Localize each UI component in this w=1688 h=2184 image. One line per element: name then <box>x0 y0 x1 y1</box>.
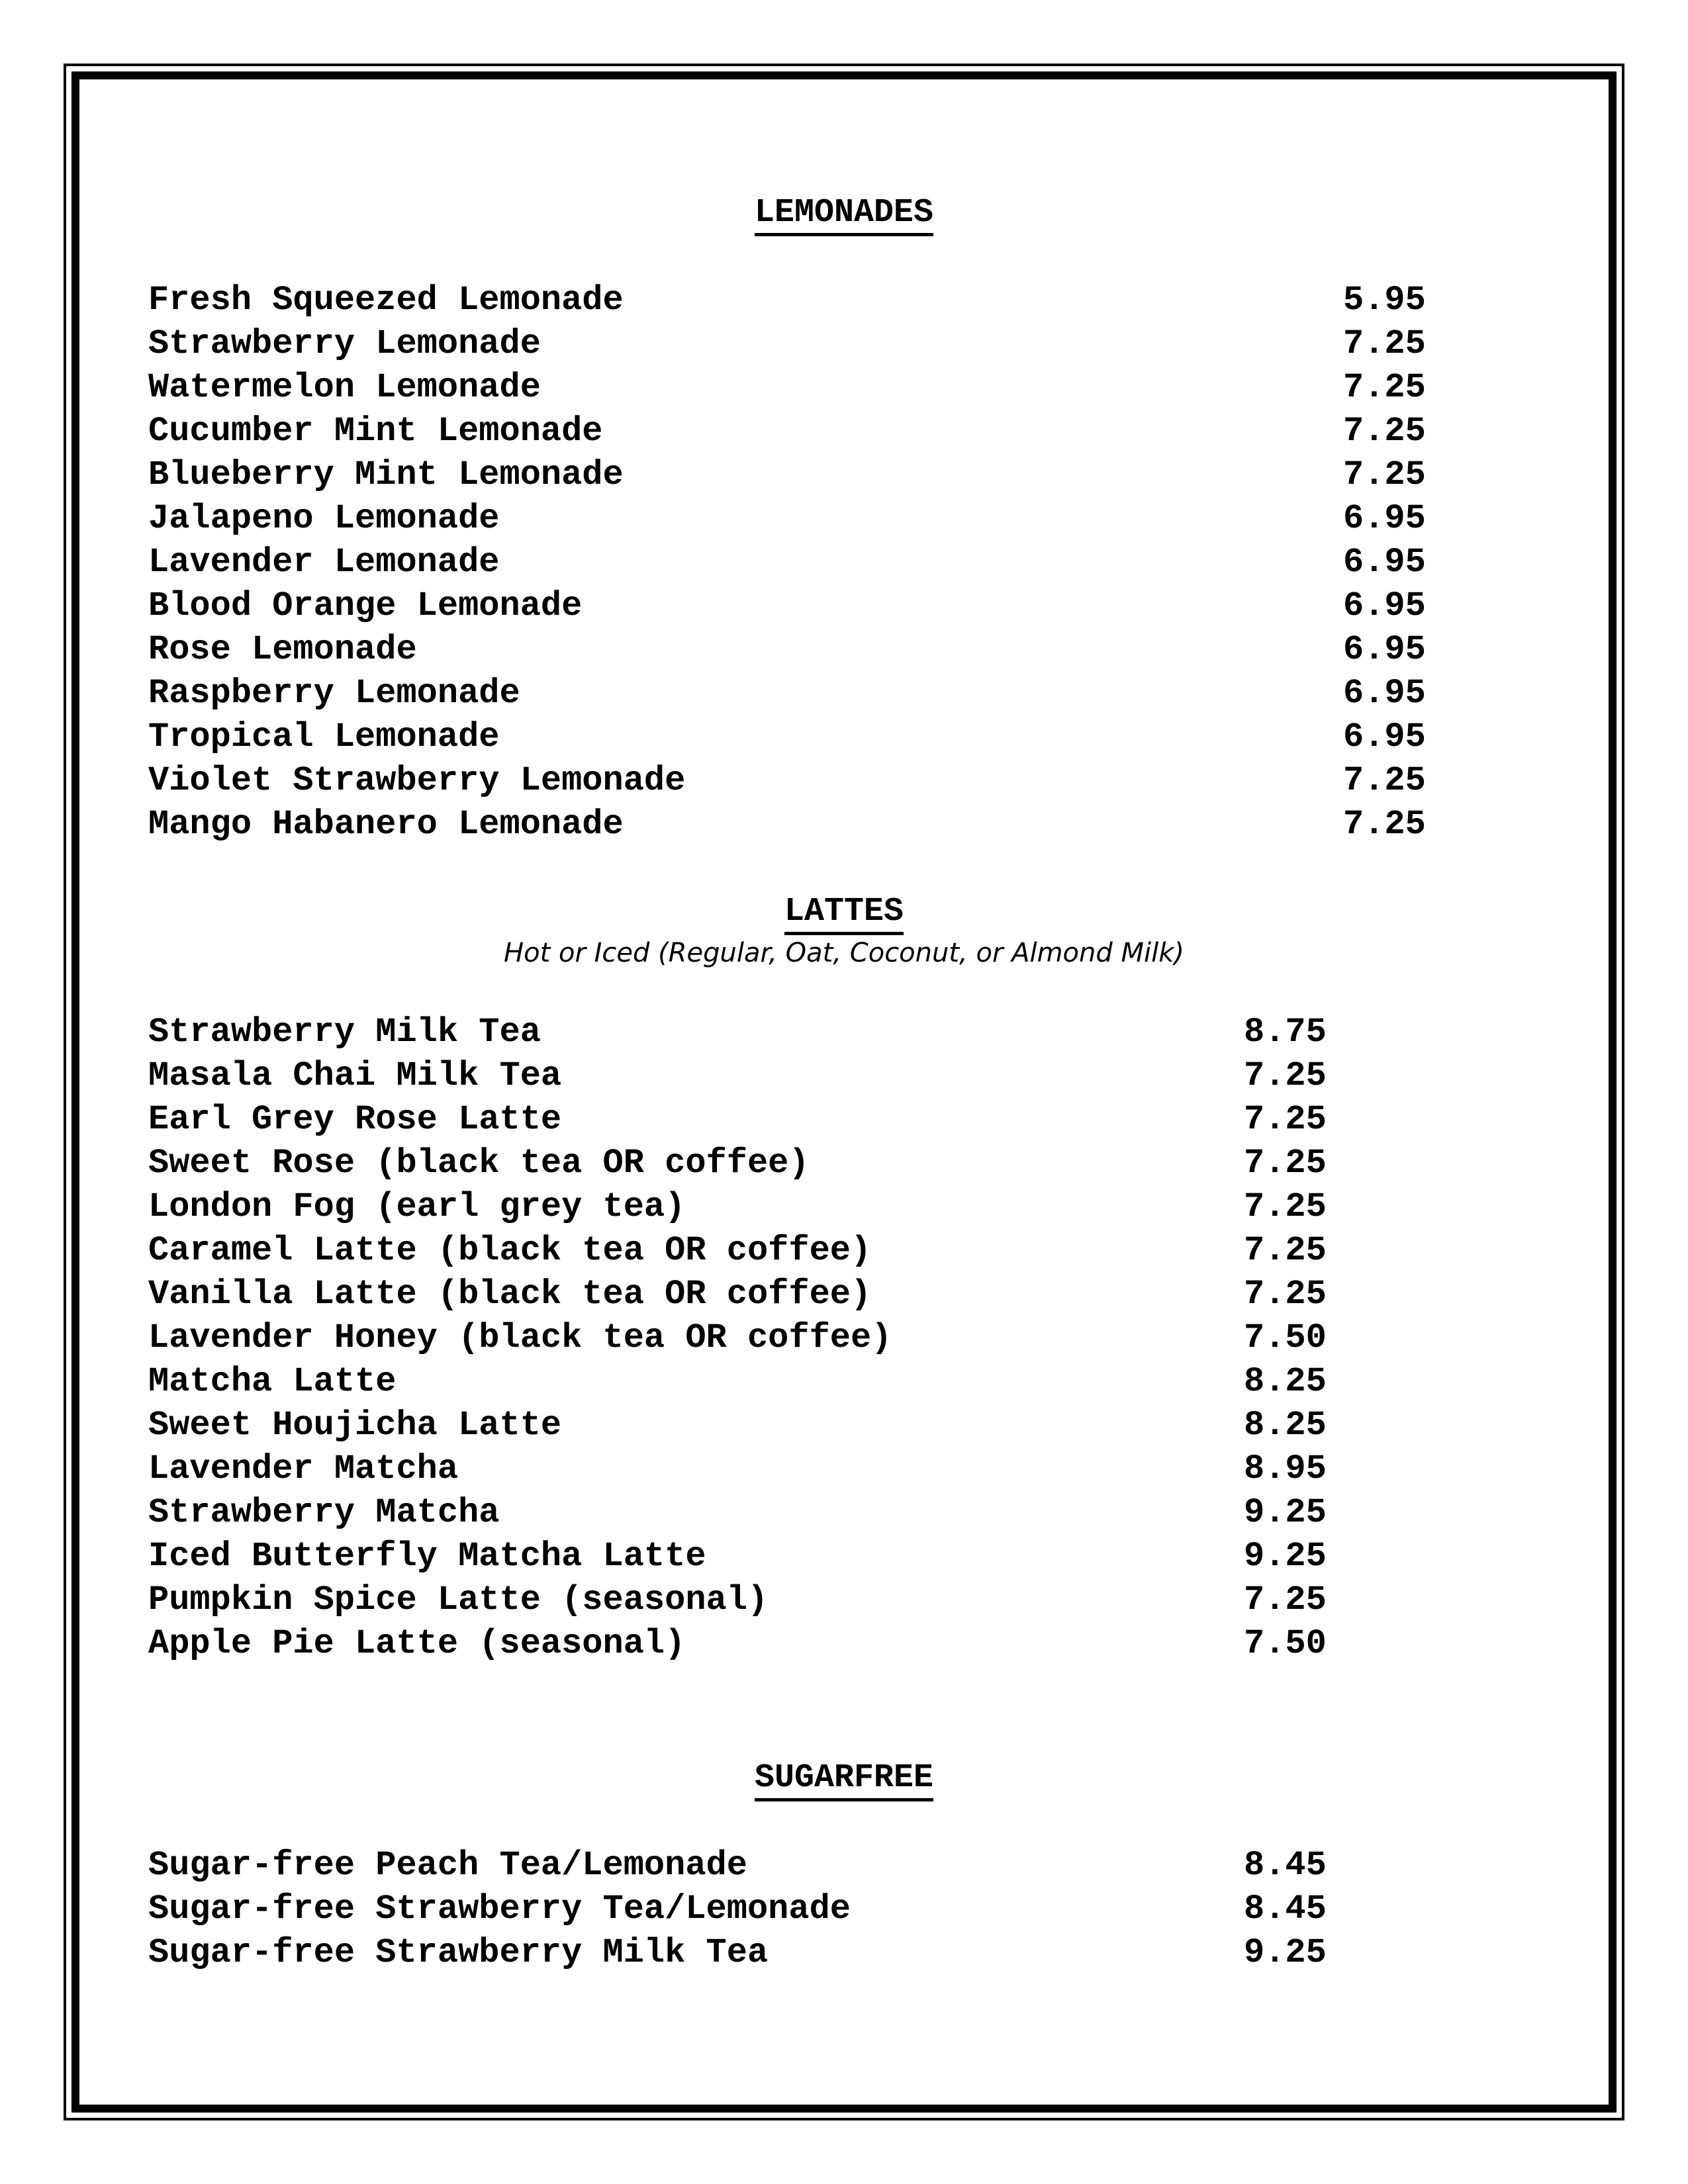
menu-item-price: 9.25 <box>1244 1493 1327 1532</box>
menu-item-price: 8.25 <box>1244 1406 1327 1445</box>
menu-item-name: Raspberry Lemonade <box>148 674 520 713</box>
menu-item-price: 7.25 <box>1343 761 1426 800</box>
section-title-lemonades: LEMONADES <box>0 193 1688 233</box>
menu-item-name: Strawberry Matcha <box>148 1493 500 1532</box>
menu-item-price: 7.25 <box>1244 1056 1327 1095</box>
menu-item-price: 6.95 <box>1343 586 1426 625</box>
menu-item-name: Blood Orange Lemonade <box>148 586 583 625</box>
menu-item-name: Sugar-free Peach Tea/Lemonade <box>148 1846 747 1885</box>
menu-item-price: 8.45 <box>1244 1846 1327 1885</box>
menu-item-name: Lavender Honey (black tea OR coffee) <box>148 1318 892 1357</box>
menu-item-price: 8.75 <box>1244 1013 1327 1052</box>
menu-item-name: Earl Grey Rose Latte <box>148 1100 562 1139</box>
menu-item-price: 6.95 <box>1343 717 1426 756</box>
menu-item-price: 6.95 <box>1343 674 1426 713</box>
menu-item-name: London Fog (earl grey tea) <box>148 1187 686 1226</box>
menu-item-name: Vanilla Latte (black tea OR coffee) <box>148 1275 872 1314</box>
menu-item-name: Strawberry Lemonade <box>148 324 541 363</box>
menu-item-price: 8.95 <box>1244 1449 1327 1488</box>
menu-item-name: Rose Lemonade <box>148 630 417 669</box>
menu-item-name: Sugar-free Strawberry Milk Tea <box>148 1933 769 1972</box>
menu-item-price: 7.25 <box>1244 1231 1327 1270</box>
menu-item-price: 8.25 <box>1244 1362 1327 1401</box>
menu-item-name: Sweet Rose (black tea OR coffee) <box>148 1144 810 1183</box>
menu-item-price: 7.25 <box>1343 368 1426 407</box>
lattes-subtitle: Hot or Iced (Regular, Oat, Coconut, or Almond Milk) <box>504 938 1184 968</box>
menu-item-name: Iced Butterfly Matcha Latte <box>148 1537 706 1576</box>
menu-item-price: 6.95 <box>1343 543 1426 582</box>
menu-item-name: Lavender Matcha <box>148 1449 459 1488</box>
menu-item-price: 7.25 <box>1343 412 1426 451</box>
menu-item-name: Matcha Latte <box>148 1362 397 1401</box>
menu-item-price: 9.25 <box>1244 1933 1327 1972</box>
menu-item-price: 7.50 <box>1244 1318 1327 1357</box>
menu-item-price: 8.45 <box>1244 1889 1327 1929</box>
menu-item-price: 6.95 <box>1343 499 1426 538</box>
menu-item-name: Strawberry Milk Tea <box>148 1013 541 1052</box>
menu-item-price: 5.95 <box>1343 281 1426 320</box>
menu-item-price: 7.25 <box>1244 1187 1327 1226</box>
menu-item-name: Blueberry Mint Lemonade <box>148 455 624 494</box>
menu-item-price: 6.95 <box>1343 630 1426 669</box>
menu-item-name: Sugar-free Strawberry Tea/Lemonade <box>148 1889 851 1929</box>
menu-item-name: Jalapeno Lemonade <box>148 499 500 538</box>
menu-item-price: 9.25 <box>1244 1537 1327 1576</box>
menu-item-price: 7.25 <box>1244 1275 1327 1314</box>
menu-item-name: Violet Strawberry Lemonade <box>148 761 686 800</box>
menu-item-price: 7.25 <box>1343 324 1426 363</box>
menu-item-name: Tropical Lemonade <box>148 717 500 756</box>
menu-item-price: 7.50 <box>1244 1624 1327 1663</box>
menu-item-price: 7.25 <box>1343 455 1426 494</box>
menu-item-name: Watermelon Lemonade <box>148 368 541 407</box>
menu-item-name: Pumpkin Spice Latte (seasonal) <box>148 1580 769 1619</box>
menu-item-name: Sweet Houjicha Latte <box>148 1406 562 1445</box>
menu-item-name: Mango Habanero Lemonade <box>148 805 624 844</box>
menu-item-name: Fresh Squeezed Lemonade <box>148 281 624 320</box>
menu-item-name: Apple Pie Latte (seasonal) <box>148 1624 686 1663</box>
menu-item-price: 7.25 <box>1343 805 1426 844</box>
menu-item-name: Cucumber Mint Lemonade <box>148 412 603 451</box>
menu-item-name: Masala Chai Milk Tea <box>148 1056 562 1095</box>
menu-item-price: 7.25 <box>1244 1580 1327 1619</box>
menu-item-price: 7.25 <box>1244 1144 1327 1183</box>
section-title-lattes: LATTES <box>0 892 1688 932</box>
menu-item-price: 7.25 <box>1244 1100 1327 1139</box>
menu-item-name: Lavender Lemonade <box>148 543 500 582</box>
section-title-sugarfree: SUGARFREE <box>0 1758 1688 1798</box>
menu-item-name: Caramel Latte (black tea OR coffee) <box>148 1231 872 1270</box>
